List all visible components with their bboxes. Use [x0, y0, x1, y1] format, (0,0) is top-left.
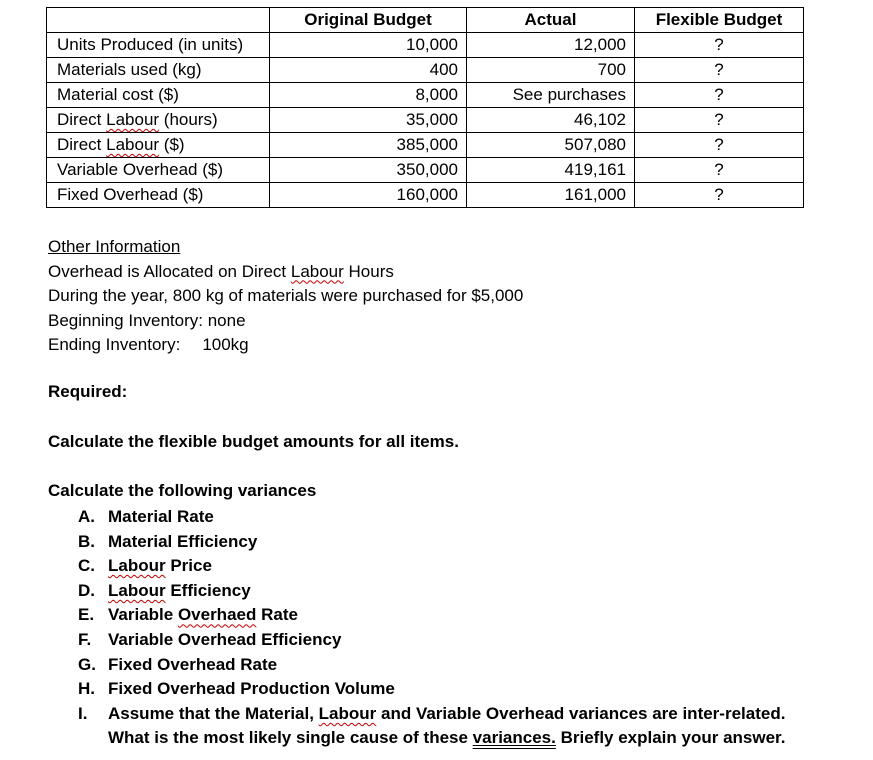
- list-letter: A.: [78, 507, 95, 526]
- text-span: What is the most likely single cause of these: [108, 728, 473, 748]
- text-span: Efficiency: [165, 580, 251, 600]
- actual-value: 419,161: [467, 158, 635, 183]
- other-info-line: During the year, 800 kg of materials were purchased for $5,000: [48, 286, 524, 305]
- list-text: [108, 702, 785, 751]
- list-item: [78, 505, 785, 530]
- flexible-value: ?: [635, 183, 804, 208]
- header-actual: Actual: [467, 8, 635, 33]
- list-text: [108, 603, 298, 628]
- list-letter: F.: [78, 629, 92, 649]
- list-text: Fixed Overhead Production Volume: [108, 679, 395, 699]
- row-label: [47, 108, 270, 133]
- text-span: Variable: [108, 605, 178, 625]
- spellcheck-word: Labour: [106, 135, 160, 154]
- actual-value: 12,000: [467, 33, 635, 58]
- list-item: [78, 530, 785, 555]
- list-item: [78, 702, 785, 751]
- original-value: 10,000: [270, 33, 467, 58]
- list-item: [78, 677, 785, 702]
- list-text: Variable Overhead Efficiency: [108, 629, 342, 649]
- list-text: Material Rate: [108, 507, 214, 526]
- table-row: [47, 183, 804, 208]
- ending-inventory-value: 100kg: [202, 335, 249, 354]
- text-span: Hours: [343, 261, 394, 281]
- spellcheck-word: Labour: [318, 703, 377, 723]
- other-info-heading: Other Information: [48, 237, 181, 256]
- original-value: 400: [270, 58, 467, 83]
- table-row: [47, 108, 804, 133]
- spellcheck-word: Labour: [290, 261, 344, 281]
- list-letter: B.: [78, 531, 95, 551]
- list-text: [108, 554, 212, 579]
- spellcheck-word: Labour: [108, 580, 166, 600]
- list-item: [78, 554, 785, 579]
- original-value: 350,000: [270, 158, 467, 183]
- table-row: [47, 158, 804, 183]
- row-label: Units Produced (in units): [47, 33, 270, 58]
- label-pre: Direct: [57, 110, 107, 129]
- original-value: 8,000: [270, 83, 467, 108]
- other-info-line: [48, 260, 523, 285]
- other-information-section: [48, 235, 523, 358]
- required-heading: Required:: [48, 382, 128, 401]
- list-item: [78, 628, 785, 653]
- spellcheck-word: Labour: [106, 110, 160, 129]
- spellcheck-word: Overhaed: [177, 605, 257, 625]
- original-value: 160,000: [270, 183, 467, 208]
- header-original-budget: Original Budget: [270, 8, 467, 33]
- table-row: [47, 133, 804, 158]
- budget-table: [46, 7, 804, 208]
- row-label: Fixed Overhead ($): [47, 183, 270, 208]
- text-span: Assume that the Material,: [108, 703, 319, 723]
- flexible-value: ?: [635, 58, 804, 83]
- other-info-line: Beginning Inventory: none: [48, 310, 246, 330]
- row-label: Material cost ($): [47, 83, 270, 108]
- other-info-line: [48, 333, 523, 358]
- actual-value: 700: [467, 58, 635, 83]
- flexible-value: ?: [635, 133, 804, 158]
- list-item: [78, 653, 785, 678]
- label-post: ($): [159, 135, 185, 154]
- variance-list: [78, 505, 785, 751]
- actual-value: See purchases: [467, 83, 635, 108]
- list-letter: C.: [78, 556, 95, 576]
- flexible-value: ?: [635, 158, 804, 183]
- table-row: [47, 83, 804, 108]
- list-text: Fixed Overhead Rate: [108, 654, 278, 674]
- header-blank: [47, 8, 270, 33]
- instruction-flexible-budget: Calculate the flexible budget amounts for all items.: [48, 432, 459, 451]
- flexible-value: ?: [635, 83, 804, 108]
- list-item: [78, 579, 785, 604]
- text-span: Price: [165, 556, 212, 576]
- list-letter: H.: [78, 679, 95, 699]
- list-letter: E.: [78, 605, 95, 625]
- actual-value: 507,080: [467, 133, 635, 158]
- ending-inventory-label: Ending Inventory:: [48, 335, 181, 354]
- original-value: 385,000: [270, 133, 467, 158]
- list-item: [78, 603, 785, 628]
- original-value: 35,000: [270, 108, 467, 133]
- spellcheck-word: Labour: [108, 556, 166, 576]
- table-row: [47, 33, 804, 58]
- text-span: Overhead is Allocated on Direct: [48, 261, 291, 281]
- table-row: [47, 58, 804, 83]
- list-text: [108, 579, 251, 604]
- actual-value: 161,000: [467, 183, 635, 208]
- label-post: (hours): [159, 110, 218, 129]
- actual-value: 46,102: [467, 108, 635, 133]
- flexible-value: ?: [635, 108, 804, 133]
- row-label: Variable Overhead ($): [47, 158, 270, 183]
- text-span: Rate: [256, 605, 298, 625]
- underlined-word: variances.: [472, 728, 556, 748]
- list-text: Material Efficiency: [108, 531, 258, 551]
- list-letter: I.: [78, 703, 88, 723]
- list-letter: D.: [78, 580, 95, 600]
- row-label: Materials used (kg): [47, 58, 270, 83]
- text-span: and Variable Overhead variances are inter-related.: [376, 703, 786, 723]
- row-label: [47, 133, 270, 158]
- table-header-row: [47, 8, 804, 33]
- instruction-variances: Calculate the following variances: [48, 481, 317, 500]
- flexible-value: ?: [635, 33, 804, 58]
- label-pre: Direct: [57, 135, 107, 154]
- header-flexible-budget: Flexible Budget: [635, 8, 804, 33]
- list-letter: G.: [78, 654, 96, 674]
- text-span: Briefly explain your answer.: [555, 728, 786, 748]
